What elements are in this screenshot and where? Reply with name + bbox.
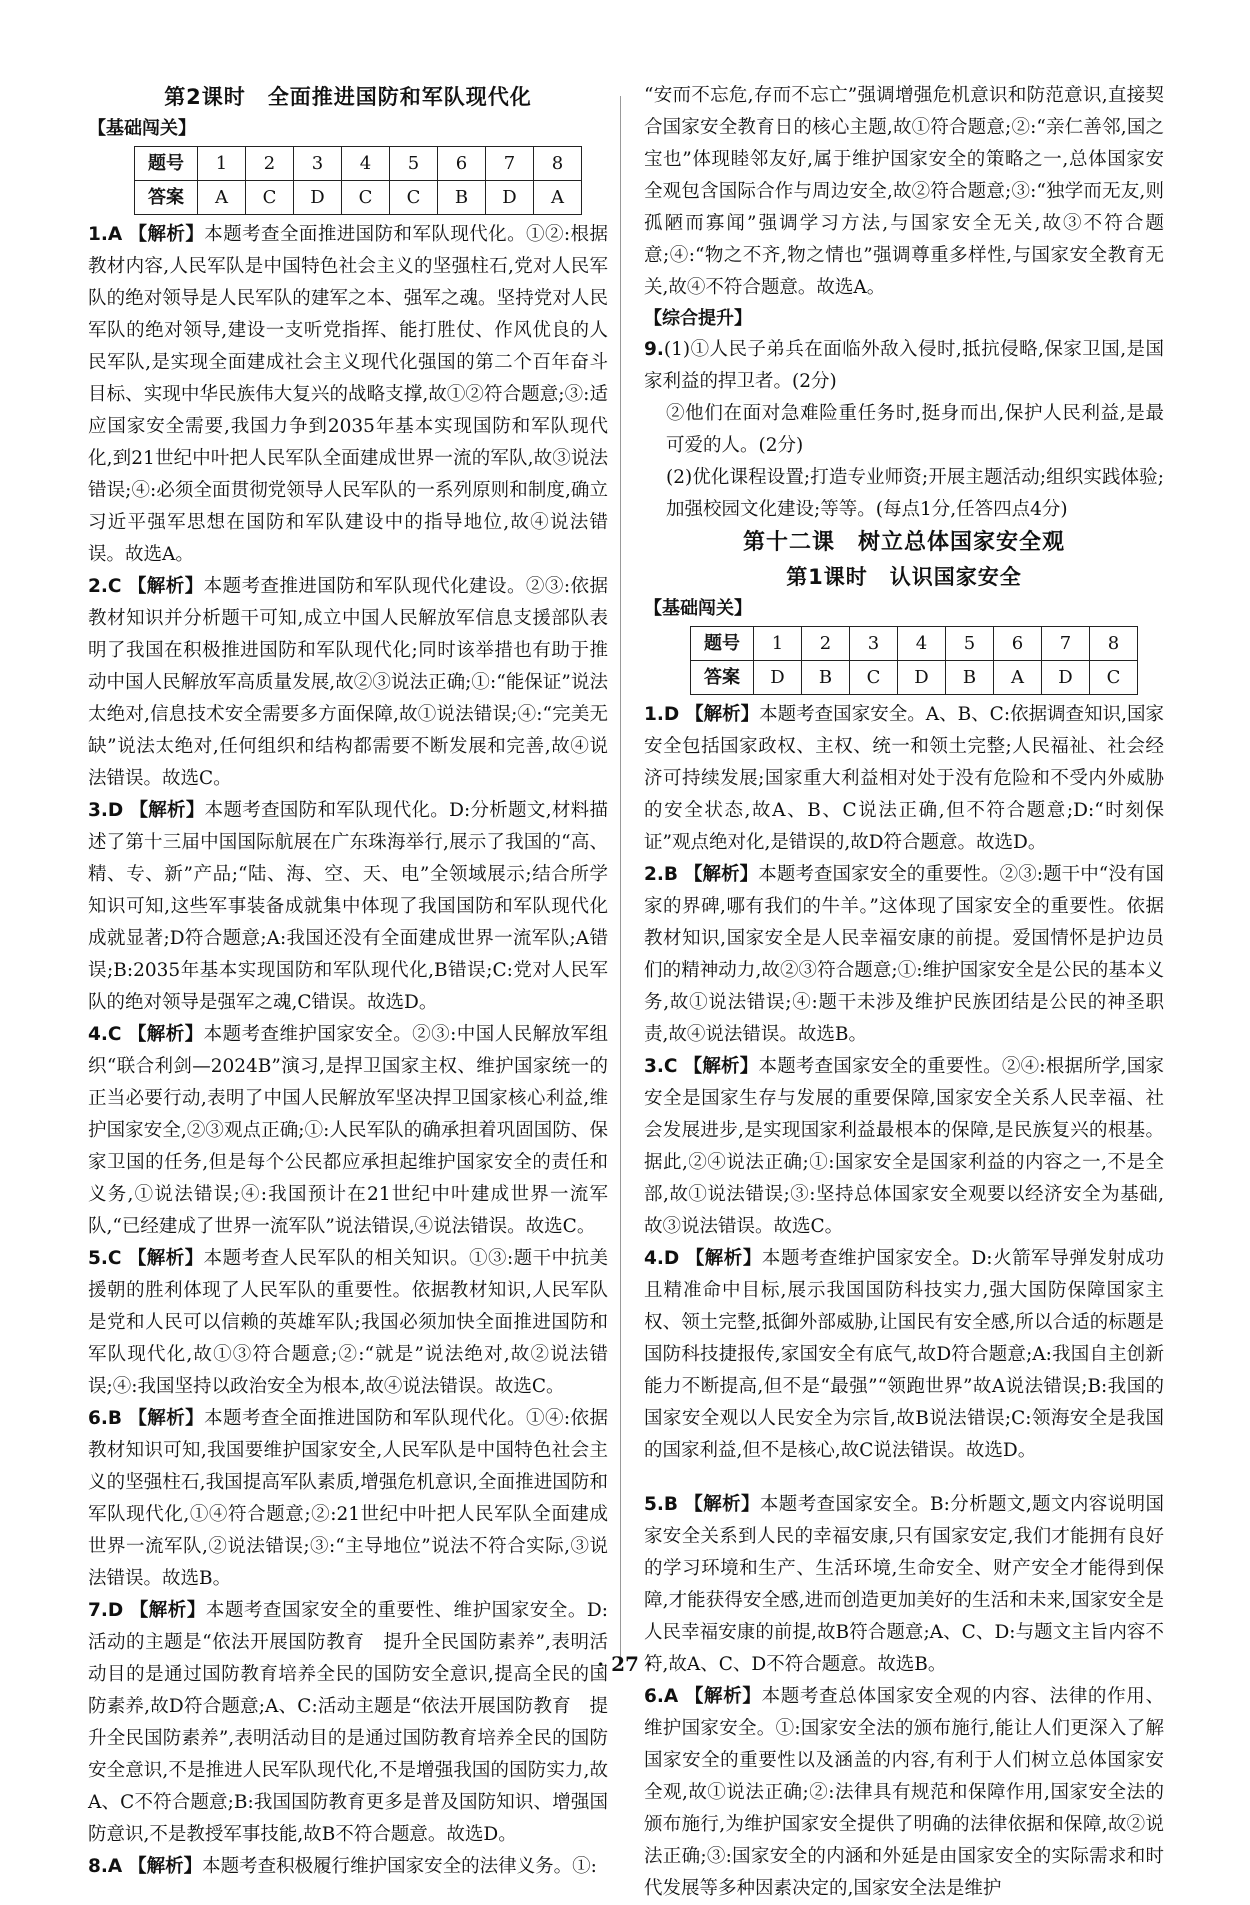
table-header-cell: 答案 xyxy=(135,181,198,215)
table-cell: C xyxy=(390,181,438,215)
table-header-cell: 答案 xyxy=(691,661,754,695)
answer-text: (2)优化课程设置;打造专业师资;开展主题活动;组织实践体验;加强校园文化建设;等等。(每点1分,任答四点4分) xyxy=(666,467,1164,520)
analysis-text: 本题考查推进国防和军队现代化建设。②③:依据教材知识并分析题干可知,成立中国人民解放军信息支援部队表明了我国在积极推进国防和军队现代化;同时该举措也有助于推动中国人民解放军高质量发展,故②③说法正确;①:“能保证”说法太绝对,信息技术安全需要多方面保障,故①说法错误;④:“完美无缺”说法太绝对,任何组织和结构都需要不断发展和完善,故④说法错误。故选C。 xyxy=(88,576,608,789)
item-number: 2. xyxy=(88,576,108,597)
unit-title: 第十二课 树立总体国家安全观 xyxy=(742,530,1065,555)
table-cell: 2 xyxy=(802,627,850,661)
item-answer: C xyxy=(663,1056,678,1077)
answer-item xyxy=(88,795,608,1019)
table-cell: D xyxy=(754,661,802,695)
table-cell: A xyxy=(994,661,1042,695)
column-divider xyxy=(620,96,621,1666)
item-number: 9. xyxy=(644,339,664,360)
answer-item xyxy=(644,1681,1164,1905)
answer-item xyxy=(88,1019,608,1243)
item-number: 5. xyxy=(644,1494,664,1515)
table-cell: C xyxy=(246,181,294,215)
page-number: · 27 · xyxy=(597,1652,653,1676)
table-cell: B xyxy=(946,661,994,695)
analysis-text: 本题考查国家安全。A、B、C:依据调查知识,国家安全包括国家政权、主权、统一和领土完整;人民福祉、社会经济可持续发展;国家重大利益相对处于没有危险和不受内外威胁的安全状态,故A、B、C说法正确,但不符合题意;D:“时刻保证”观点绝对化,是错误的,故D符合题意。故选D。 xyxy=(644,704,1164,853)
item-answer: D xyxy=(663,1248,680,1269)
analysis-text: 本题考查全面推进国防和军队现代化。①④:依据教材知识可知,我国要维护国家安全,人民军队是中国特色社会主义的坚强柱石,我国提高军队素质,增强危机意识,全面推进国防和军队现代化,①④符合题意;②:21世纪中叶把人民军队全面建成世界一流军队,②说法错误;③:“主导地位”说法不符合实际,③说法错误。故选B。 xyxy=(88,1408,608,1589)
section-heading-basic: 【基础闯关】 xyxy=(88,118,196,139)
answer-item xyxy=(644,1243,1164,1467)
item-answer: C xyxy=(107,576,122,597)
item-answer: A xyxy=(107,1856,123,1877)
analysis-tag: 【解析】 xyxy=(128,224,205,245)
answer-item xyxy=(644,1051,1164,1243)
item-number: 6. xyxy=(644,1686,664,1707)
answer-item xyxy=(88,1851,608,1883)
item-number: 6. xyxy=(88,1408,108,1429)
item-number: 4. xyxy=(88,1024,108,1045)
analysis-text: 本题考查国家安全的重要性、维护国家安全。D:活动的主题是“依法开展国防教育 提升全民国防素养”,表明活动目的是通过国防教育培养全民的国防安全意识,提高全民的国防素养,故D符合题意;A、C:活动主题是“依法开展国防教育 提升全民国防素养”,表明活动目的是通过国防教育培养全民的国防安全意识,不是推进人民军队现代化,不是增强我国的国防实力,故A、C不符合题意;B:我国国防教育更多是普及国防知识、增强国防意识,不是教授军事技能,故B不符合题意。故选D。 xyxy=(88,1600,608,1845)
analysis-text: 本题考查总体国家安全观的内容、法律的作用、维护国家安全。①:国家安全法的颁布施行,能让人们更深入了解国家安全的重要性以及涵盖的内容,有利于人们树立总体国家安全观,故①说法正确;②:法律具有规范和保障作用,国家安全法的颁布施行,为维护国家安全提供了明确的法律依据和保障,故②说法正确;③:国家安全的内涵和外延是由国家安全的实际需求和时代发展等多种因素决定的,国家安全法是维护 xyxy=(644,1686,1164,1899)
item-answer: B xyxy=(107,1408,123,1429)
item-number: 8. xyxy=(88,1856,108,1877)
left-column xyxy=(88,80,608,1883)
item-number: 3. xyxy=(644,1056,664,1077)
analysis-text: 本题考查国家安全的重要性。②③:题干中“没有国家的界碑,哪有我们的牛羊。”这体现了国家安全的重要性。依据教材知识,国家安全是人民幸福安康的前提。爱国情怀是护边员们的精神动力,故②③符合题意;①:维护国家安全是公民的基本义务,故①说法错误;④:题干未涉及维护民族团结是公民的神圣职责,故④说法错误。故选B。 xyxy=(644,864,1164,1045)
analysis-text: 本题考查国家安全。B:分析题文,题文内容说明国家安全关系到人民的幸福安康,只有国家安定,我们才能拥有良好的学习环境和生产、生活环境,生命安全、财产安全才能得到保障,才能获得安全感,进而创造更加美好的生活和未来,国家安全是人民幸福安康的前提,故B符合题意;A、C、D:与题文主旨内容不符,故A、C、D不符合题意。故选B。 xyxy=(644,1494,1164,1675)
table-cell: D xyxy=(486,181,534,215)
answer-item xyxy=(644,334,1164,398)
answer-table xyxy=(690,626,1138,695)
analysis-tag: 【解析】 xyxy=(684,1686,762,1707)
table-cell: 6 xyxy=(438,147,486,181)
table-cell: 1 xyxy=(198,147,246,181)
table-cell: 4 xyxy=(898,627,946,661)
analysis-tag: 【解析】 xyxy=(127,576,204,597)
table-row xyxy=(691,661,1138,695)
lesson-title: 第2课时 全面推进国防和军队现代化 xyxy=(164,85,532,109)
item-answer: D xyxy=(107,1600,124,1621)
analysis-text: 本题考查积极履行维护国家安全的法律义务。①: xyxy=(202,1856,597,1877)
item-number: 3. xyxy=(88,800,108,821)
analysis-text: 本题考查全面推进国防和军队现代化。①②:根据教材内容,人民军队是中国特色社会主义的坚强柱石,党对人民军队的绝对领导是人民军队的建军之本、强军之魂。坚持党对人民军队的绝对领导,建设一支听党指挥、能打胜仗、作风优良的人民军队,是实现全面建成社会主义现代化强国的第二个百年奋斗目标、实现中华民族伟大复兴的战略支撑,故①②符合题意;③:适应国家安全需要,我国力争到2035年基本实现国防和军队现代化,到21世纪中叶把人民军队全面建成世界一流的军队,故③说法错误;④:必须全面贯彻党领导人民军队的一系列原则和制度,确立习近平强军思想在国防和军队建设中的指导地位,故④说法错误。故选A。 xyxy=(88,224,608,565)
item-answer: D xyxy=(663,704,680,725)
answer-item xyxy=(88,1243,608,1403)
analysis-text: 本题考查人民军队的相关知识。①③:题干中抗美援朝的胜利体现了人民军队的重要性。依据教材知识,人民军队是党和人民可以信赖的英雄军队;我国必须加快全面推进国防和军队现代化,故①③符合题意;②:“就是”说法绝对,故②说法错误;④:我国坚持以政治安全为根本,故④说法错误。故选C。 xyxy=(88,1248,608,1397)
item-number: 7. xyxy=(88,1600,108,1621)
table-cell: 8 xyxy=(1090,627,1138,661)
table-row xyxy=(135,147,582,181)
answer-text: (1)①人民子弟兵在面临外敌入侵时,抵抗侵略,保家卫国,是国家利益的捍卫者。(2分) xyxy=(644,339,1164,392)
table-cell: 6 xyxy=(994,627,1042,661)
item-number: 5. xyxy=(88,1248,108,1269)
item-answer: A xyxy=(663,1686,679,1707)
item-answer: D xyxy=(107,800,124,821)
lesson-title: 第1课时 认识国家安全 xyxy=(786,565,1022,589)
table-cell: 5 xyxy=(390,147,438,181)
table-cell: D xyxy=(898,661,946,695)
table-cell: D xyxy=(1042,661,1090,695)
table-cell: B xyxy=(802,661,850,695)
table-cell: C xyxy=(342,181,390,215)
item-number: 4. xyxy=(644,1248,664,1269)
analysis-tag: 【解析】 xyxy=(683,864,759,885)
table-cell: B xyxy=(438,181,486,215)
analysis-tag: 【解析】 xyxy=(127,1248,204,1269)
analysis-text: 本题考查国家安全的重要性。②④:根据所学,国家安全是国家生存与发展的重要保障,国家安全关系人民幸福、社会发展进步,是实现国家利益最根本的保障,是民族复兴的根基。据此,②④说法正确;①:国家安全是国家利益的内容之一,不是全部,故①说法错误;③:坚持总体国家安全观要以经济安全为基础,故③说法错误。故选C。 xyxy=(644,1056,1164,1237)
table-header-cell: 题号 xyxy=(135,147,198,181)
analysis-tag: 【解析】 xyxy=(684,1494,760,1515)
answer-item xyxy=(644,859,1164,1051)
item-number: 2. xyxy=(644,864,664,885)
analysis-tag: 【解析】 xyxy=(685,704,760,725)
table-cell: 7 xyxy=(1042,627,1090,661)
item-answer: C xyxy=(107,1248,122,1269)
item-number: 1. xyxy=(88,224,108,245)
table-cell: A xyxy=(198,181,246,215)
table-cell: A xyxy=(534,181,582,215)
table-cell: 1 xyxy=(754,627,802,661)
table-row xyxy=(691,627,1138,661)
analysis-tag: 【解析】 xyxy=(128,1856,203,1877)
answer-item xyxy=(88,571,608,795)
answer-text: ②他们在面对急难险重任务时,挺身而出,保护人民利益,是最可爱的人。(2分) xyxy=(666,403,1164,456)
answer-item xyxy=(644,699,1164,859)
table-cell: D xyxy=(294,181,342,215)
item-answer: A xyxy=(107,224,123,245)
analysis-tag: 【解析】 xyxy=(128,1408,205,1429)
item-answer: B xyxy=(663,864,679,885)
analysis-tag: 【解析】 xyxy=(129,1600,206,1621)
table-row xyxy=(135,181,582,215)
answer-item xyxy=(88,219,608,571)
table-cell: 3 xyxy=(294,147,342,181)
answer-table xyxy=(134,146,582,215)
analysis-tag: 【解析】 xyxy=(129,800,205,821)
item-answer: C xyxy=(107,1024,122,1045)
item-answer: B xyxy=(663,1494,679,1515)
table-cell: 5 xyxy=(946,627,994,661)
analysis-tag: 【解析】 xyxy=(685,1248,762,1269)
answer-item xyxy=(88,1403,608,1595)
analysis-tag: 【解析】 xyxy=(127,1024,204,1045)
table-header-cell: 题号 xyxy=(691,627,754,661)
answer-item xyxy=(88,1595,608,1851)
section-heading-comprehensive: 【综合提升】 xyxy=(644,308,752,329)
item-number: 1. xyxy=(644,704,664,725)
spacer xyxy=(644,1467,1164,1489)
table-cell: 4 xyxy=(342,147,390,181)
table-cell: C xyxy=(1090,661,1138,695)
analysis-tag: 【解析】 xyxy=(683,1056,759,1077)
analysis-text: 本题考查国防和军队现代化。D:分析题文,材料描述了第十三届中国国际航展在广东珠海举行,展示了我国的“高、精、专、新”产品;“陆、海、空、天、电”全领域展示;结合所学知识可知,这些军事装备成就集中体现了我国国防和军队现代化成就显著;D符合题意;A:我国还没有全面建成世界一流军队;A错误;B:2035年基本实现国防和军队现代化,B错误;C:党对人民军队的绝对领导是强军之魂,C错误。故选D。 xyxy=(88,800,608,1013)
table-cell: 7 xyxy=(486,147,534,181)
analysis-text: 本题考查维护国家安全。②③:中国人民解放军组织“联合利剑—2024B”演习,是捍卫国家主权、维护国家统一的正当必要行动,表明了中国人民解放军坚决捍卫国家核心利益,维护国家安全,②③观点正确;①:人民军队的确承担着巩固国防、保家卫国的任务,但是每个公民都应承担起维护国家安全的责任和义务,①说法错误;④:我国预计在21世纪中叶建成世界一流军队,“已经建成了世界一流军队”说法错误,④说法错误。故选C。 xyxy=(88,1024,608,1237)
analysis-text: 本题考查维护国家安全。D:火箭军导弹发射成功且精准命中目标,展示我国国防科技实力,强大国防保障国家主权、领土完整,抵御外部威胁,让国民有安全感,所以合适的标题是国防科技捷报传,家国安全有底气,故D符合题意;A:我国自主创新能力不断提高,但不是“最强”“领跑世界”故A说法错误;B:我国的国家安全观以人民安全为宗旨,故B说法错误;C:领海安全是我国的国家利益,但不是核心,故C说法错误。故选D。 xyxy=(644,1248,1164,1461)
section-heading-basic: 【基础闯关】 xyxy=(644,598,752,619)
analysis-continuation: “安而不忘危,存而不忘亡”强调增强危机意识和防范意识,直接契合国家安全教育日的核心主题,故①符合题意;②:“亲仁善邻,国之宝也”体现睦邻友好,属于维护国家安全的策略之一,总体国家安全观包含国际合作与周边安全,故②符合题意;③:“独学而无友,则孤陋而寡闻”强调学习方法,与国家安全无关,故③不符合题意;④:“物之不齐,物之情也”强调尊重多样性,与国家安全教育无关,故④不符合题意。故选A。 xyxy=(644,85,1164,298)
table-cell: 2 xyxy=(246,147,294,181)
right-column xyxy=(644,80,1164,1905)
table-cell: 3 xyxy=(850,627,898,661)
table-cell: 8 xyxy=(534,147,582,181)
table-cell: C xyxy=(850,661,898,695)
